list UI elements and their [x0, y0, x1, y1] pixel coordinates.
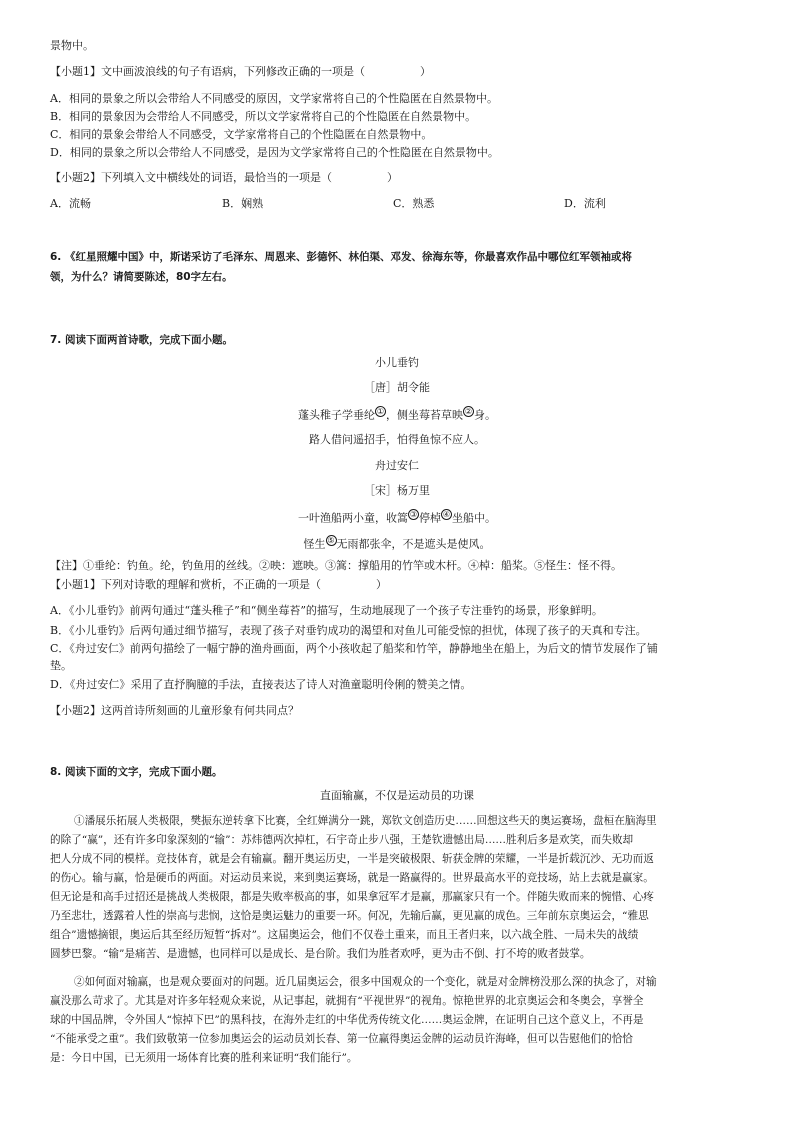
- option-d: D．流利: [564, 197, 606, 210]
- poem-1-line-2: 路人借问遥招手，怕得鱼惊不应人。: [309, 433, 485, 446]
- subquestion-2: 【小题2】这两首诗所刻画的儿童形象有何共同点？: [50, 704, 299, 717]
- subquestion-1: 【小题1】下列对诗歌的理解和赏析，不正确的一项是（ ）: [50, 578, 387, 591]
- option-b: B．相同的景象因为会带给人不同感受，所以文学家常将自己的个性隐匿在自然景物中。: [50, 110, 477, 123]
- option-a: A．相同的景象之所以会带给人不同感受的原因，文学家常将自己的个性隐匿在自然景物中。: [50, 92, 498, 105]
- paragraph-2-line: 球的中国品牌，令外国人“惊掉下巴”的黑科技，在海外走红的中华优秀传统文化……奥运金牌，在证明自己这个意义上，不再是: [50, 1014, 644, 1026]
- paragraph-2-line: “不能承受之重”。我们致敬第一位参加奥运会的运动员刘长春、第一位赢得奥运金牌的运动员许海峰，但可以告慰他们的恰恰: [50, 1033, 633, 1045]
- poem-1-title: 小儿垂钓: [375, 356, 419, 369]
- paragraph-1-line: 的除了“赢”，还有许多印象深刻的“输”：苏炜德两次掉杠，石宇奇止步八强，王楚钦遗憾出局……胜利后多是欢笑，而失败却: [50, 834, 634, 846]
- paragraph-1-line: 圆梦巴黎。“输”是痛苦、是遗憾，也同样可以是成长、是台阶。我们为胜者欢呼，更为击不倒、打不垮的败者鼓掌。: [50, 948, 591, 960]
- option-c-continued: 垫。: [50, 659, 72, 672]
- paragraph-1-line: 把人分成不同的模样。竞技体育，就是会有输赢。翻开奥运历史，一半是突破极限、斩获金牌的荣耀，一半是折载沉沙、无功而返: [50, 853, 654, 865]
- subquestion-1: 【小题1】文中画波浪线的句子有语病，下列修改正确的一项是（ ）: [50, 65, 431, 78]
- continued-text: 景物中。: [50, 39, 94, 52]
- poem-2-line-2: 怪生 ⑤ 无雨都张伞，不是遮头是使风。: [303, 536, 491, 551]
- paragraph-1-line: 组合”遗憾摘银，奥运后其至经历短暂“拆对”。这届奥运会，他们不仅卷土重来，而且王者归来，以六战全胜、一局未失的战绩: [50, 929, 639, 941]
- paragraph-1-line: ①潘展乐拓展人类极限，樊振东逆转拿下比赛，全红婵满分一跳，郑钦文创造历史……回想这些天的奥运赛场，盘桓在脑海里: [74, 815, 657, 827]
- option-c: C．熟悉: [393, 197, 435, 210]
- note-marker: ④: [442, 510, 451, 519]
- poem-notes: 【注】①垂纶：钓鱼。纶，钓鱼用的丝线。②映：遮映。③篙：撑船用的竹竿或木杆。④棹：船桨。⑤怪生：怪不得。: [50, 559, 622, 572]
- option-a: A．《小儿垂钓》前两句通过“蓬头稚子”和“侧坐莓苔”的描写，生动地展现了一个孩子专注垂钓的场景，形象鲜明。: [50, 604, 603, 617]
- option-b: B．娴熟: [222, 197, 264, 210]
- subquestion-2: 【小题2】下列填入文中横线处的词语，最恰当的一项是（ ）: [50, 171, 398, 184]
- note-marker: ②: [464, 407, 473, 416]
- note-marker: ①: [376, 407, 385, 416]
- poem-2-line-1: 一叶渔船两小童，收篙 ③ 停棹 ④ 坐船中。: [298, 510, 496, 525]
- paragraph-1-line: 乃至悲壮，透露着人性的崇高与悲悯，这恰是奥运魅力的重要一环。何况，先输后赢，更见赢的成色。三年前东京奥运会，“雅思: [50, 910, 649, 922]
- question-7-heading: 7. 阅读下面两首诗歌，完成下面小题。: [50, 334, 233, 346]
- article-title: 直面输赢，不仅是运动员的功课: [320, 789, 474, 802]
- paragraph-2-line: ②如何面对输赢，也是观众要面对的问题。近几届奥运会，很多中国观众的一个变化，就是对金牌榜没那么深的执念了，对输: [74, 976, 657, 988]
- option-b: B．《小儿垂钓》后两句通过细节描写，表现了孩子对垂钓成功的渴望和对鱼儿可能受惊的担忧，体现了孩子的天真和专注。: [50, 624, 647, 637]
- poem-1-line-1: 蓬头稚子学垂纶 ① ，侧坐莓苔草映 ② 身。: [298, 407, 496, 422]
- paragraph-2-line: 是：今日中国，已无须用一场体育比赛的胜利来证明“我们能行”。: [50, 1052, 358, 1064]
- question-6-line-1: 6. 《红星照耀中国》中，斯诺采访了毛泽东、周恩来、彭德怀、林伯渠、邓发、徐海东等，你最喜欢作品中哪位红军领袖或将: [50, 251, 632, 263]
- poem-1-author: ［唐］胡令能: [364, 381, 430, 394]
- note-marker: ⑤: [327, 536, 335, 545]
- option-d: D．《舟过安仁》采用了直抒胸臆的手法，直接表达了诗人对渔童聪明伶俐的赞美之情。: [50, 678, 472, 691]
- option-a: A．流畅: [50, 197, 91, 210]
- paragraph-2-line: 赢没那么苛求了。尤其是对许多年轻观众来说，从记事起，就拥有“平视世界”的视角。惊艳世界的北京奥运会和冬奥会，享誉全: [50, 995, 644, 1007]
- question-6-line-2: 领，为什么？请简要陈述，80字左右。: [50, 271, 233, 283]
- paragraph-1-line: 但无论是和高手过招还是挑战人类极限，都是失败率极高的事，如果拿冠军才是赢，那赢家只有一个。伴随失败而来的惋惜、心疼: [50, 891, 654, 903]
- option-c: C．相同的景象会带给人不同感受，文学家常将自己的个性隐匿在自然景物中。: [50, 128, 433, 141]
- option-c: C．《舟过安仁》前两句描绘了一幅宁静的渔舟画面，两个小孩收起了船桨和竹竿，静静地坐在船上，为后文的情节发展作了铺: [50, 642, 658, 655]
- poem-2-author: ［宋］杨万里: [364, 484, 430, 497]
- note-marker: ③: [409, 510, 418, 519]
- paragraph-1-line: 的伤心。输与赢，恰是硬币的两面。对运动员来说，来到奥运赛场，就是一路赢得的。世界最高水平的竞技场，站上去就是赢家。: [50, 872, 654, 884]
- option-d: D．相同的景象之所以会带给人不同感受，是因为文学家常将自己的个性隐匿在自然景物中。: [50, 146, 499, 159]
- poem-2-title: 舟过安仁: [375, 459, 419, 472]
- question-8-heading: 8. 阅读下面的文字，完成下面小题。: [50, 766, 223, 778]
